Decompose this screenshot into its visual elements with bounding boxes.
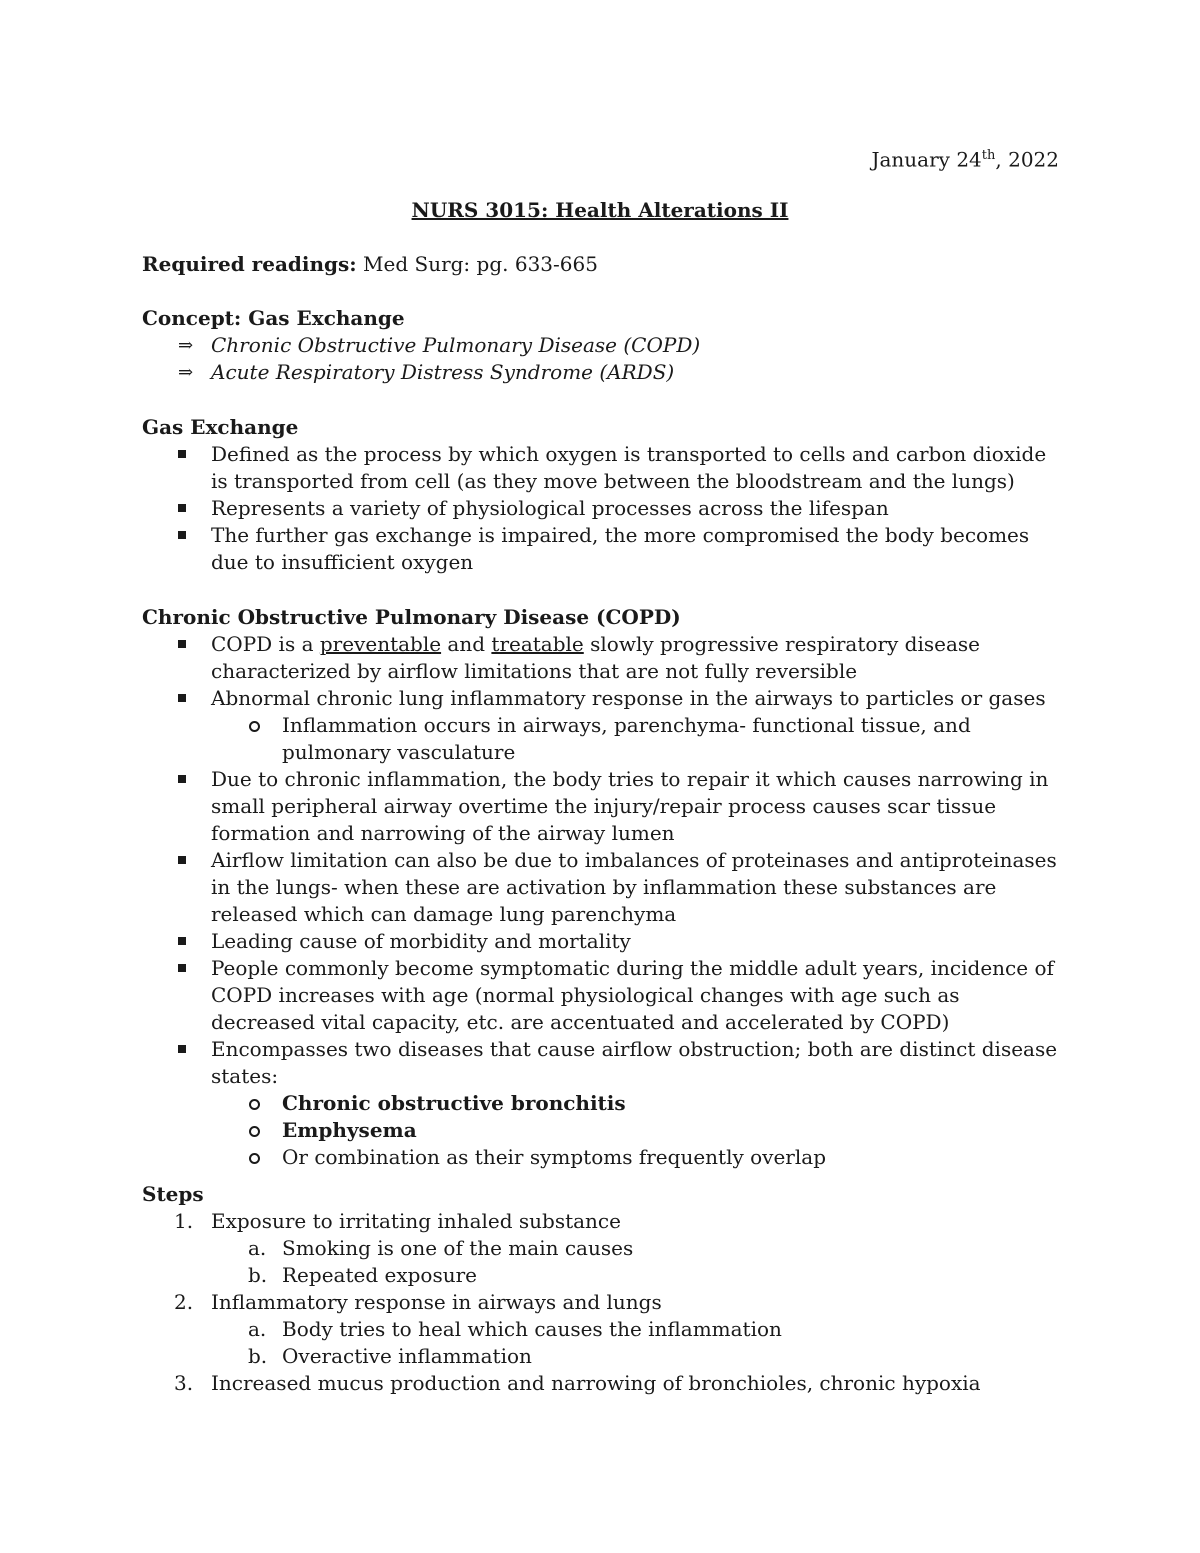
sub-step-text: Body tries to heal which causes the inflammation: [282, 1317, 782, 1341]
circle-bullet-icon: [249, 1126, 260, 1137]
list-item: [142, 847, 1062, 928]
list-item-text: Emphysema: [282, 1118, 417, 1142]
underlined-text: treatable: [491, 632, 584, 656]
step-number: 1.: [174, 1209, 194, 1233]
steps-heading: Steps: [142, 1182, 204, 1206]
underlined-text: preventable: [319, 632, 442, 656]
date-suffix: th: [981, 148, 996, 163]
circle-bullet-icon: [249, 1153, 260, 1164]
concept-heading: Concept: Gas Exchange: [142, 306, 405, 330]
list-item-text: Abnormal chronic lung inflammatory response in the airways to particles or gases: [211, 686, 1046, 710]
list-item: [142, 766, 1062, 847]
date-text: January 24: [871, 147, 982, 172]
sub-list-item: [142, 1090, 1062, 1117]
list-item-text: Due to chronic inflammation, the body tries to repair it which causes narrowing in small peripheral airway overtime the injury/repair process causes scar tissue formation and narrowing of the airway lumen: [211, 767, 1049, 845]
list-item: [142, 441, 1062, 495]
list-item: [142, 685, 1062, 712]
sub-step-text: Smoking is one of the main causes: [282, 1236, 634, 1260]
square-bullet-icon: [178, 531, 186, 539]
list-item: [142, 332, 1062, 359]
course-title: NURS 3015: Health Alterations II: [411, 198, 789, 222]
sub-list-item: [142, 1144, 1062, 1171]
sub-step-text: Repeated exposure: [282, 1263, 477, 1287]
concept-list: [142, 332, 1062, 386]
step-item: [142, 1289, 1062, 1316]
list-item-text: People commonly become symptomatic during the middle adult years, incidence of COPD increases with age (normal physiological changes with age such as decreased vital capacity, etc. are accentuated and accelerated by COPD): [211, 956, 1054, 1034]
gas-exchange-section: [142, 414, 1062, 576]
square-bullet-icon: [178, 964, 186, 972]
sub-list-item: [142, 712, 1062, 766]
sub-step-item: [142, 1316, 1062, 1343]
circle-bullet-icon: [249, 721, 260, 732]
list-item-text: Defined as the process by which oxygen is transported to cells and carbon dioxide is transported from cell (as they move between the bloodstream and the lungs): [211, 442, 1047, 493]
list-item-text: Chronic obstructive bronchitis: [282, 1091, 626, 1115]
square-bullet-icon: [178, 640, 186, 648]
step-text: Increased mucus production and narrowing of bronchioles, chronic hypoxia: [211, 1371, 981, 1395]
square-bullet-icon: [178, 694, 186, 702]
step-text: Inflammatory response in airways and lungs: [211, 1290, 662, 1314]
square-bullet-icon: [178, 856, 186, 864]
text-fragment: and: [441, 632, 492, 656]
steps-section: [142, 1181, 1062, 1397]
gas-exchange-heading: Gas Exchange: [142, 415, 299, 439]
text-fragment: slowly progressive respiratory disease characterized by airflow limitations that are not fully reversible: [211, 632, 980, 683]
square-bullet-icon: [178, 504, 186, 512]
list-item-text: Airflow limitation can also be due to imbalances of proteinases and antiproteinases in the lungs- when these are activation by inflammation these substances are released which can damage lung parenchyma: [211, 848, 1057, 926]
list-item-text: Leading cause of morbidity and mortality: [211, 929, 631, 953]
date-year: , 2022: [995, 147, 1059, 172]
copd-heading: Chronic Obstructive Pulmonary Disease (COPD): [142, 605, 681, 629]
sub-step-item: [142, 1262, 1062, 1289]
list-item-text: Chronic Obstructive Pulmonary Disease (COPD): [211, 333, 701, 357]
readings-text: Med Surg: pg. 633-665: [356, 252, 598, 276]
step-text: Exposure to irritating inhaled substance: [211, 1209, 621, 1233]
circle-bullet-icon: [249, 1099, 260, 1110]
square-bullet-icon: [178, 450, 186, 458]
list-item-text: Acute Respiratory Distress Syndrome (ARDS): [211, 360, 675, 384]
list-item-text: Encompasses two diseases that cause airflow obstruction; both are distinct disease states:: [211, 1037, 1058, 1088]
sub-step-letter: a.: [248, 1236, 267, 1260]
list-item: [142, 955, 1062, 1036]
sub-step-item: [142, 1343, 1062, 1370]
sub-step-letter: b.: [248, 1344, 268, 1368]
list-item: [142, 495, 1062, 522]
list-item: [142, 1036, 1062, 1090]
sub-step-letter: b.: [248, 1263, 268, 1287]
sub-step-item: [142, 1235, 1062, 1262]
square-bullet-icon: [178, 937, 186, 945]
list-item: [142, 928, 1062, 955]
list-item-text: Inflammation occurs in airways, parenchyma- functional tissue, and pulmonary vasculature: [282, 713, 971, 764]
list-item-text: The further gas exchange is impaired, the more compromised the body becomes due to insufficient oxygen: [211, 523, 1030, 574]
square-bullet-icon: [178, 775, 186, 783]
arrow-icon: ⇒: [178, 362, 194, 383]
required-readings: [142, 251, 1062, 278]
step-item: [142, 1208, 1062, 1235]
sub-step-text: Overactive inflammation: [282, 1344, 532, 1368]
arrow-icon: ⇒: [178, 335, 194, 356]
list-item: [142, 359, 1062, 386]
step-number: 3.: [174, 1371, 194, 1395]
step-number: 2.: [174, 1290, 194, 1314]
list-item: [142, 631, 1062, 685]
list-item-text: Or combination as their symptoms frequently overlap: [282, 1145, 826, 1169]
sub-list-item: [142, 1117, 1062, 1144]
gas-exchange-list: [142, 441, 1062, 576]
concept-section: [142, 305, 1062, 386]
steps-list: [142, 1208, 1062, 1397]
copd-section: [142, 604, 1062, 1171]
text-fragment: COPD is a: [211, 632, 320, 656]
document-date: [871, 142, 1059, 174]
sub-step-letter: a.: [248, 1317, 267, 1341]
readings-label: Required readings:: [142, 252, 357, 276]
list-item: [142, 522, 1062, 576]
step-item: [142, 1370, 1062, 1397]
copd-list: [142, 631, 1062, 1171]
list-item-text: Represents a variety of physiological processes across the lifespan: [211, 496, 889, 520]
square-bullet-icon: [178, 1045, 186, 1053]
